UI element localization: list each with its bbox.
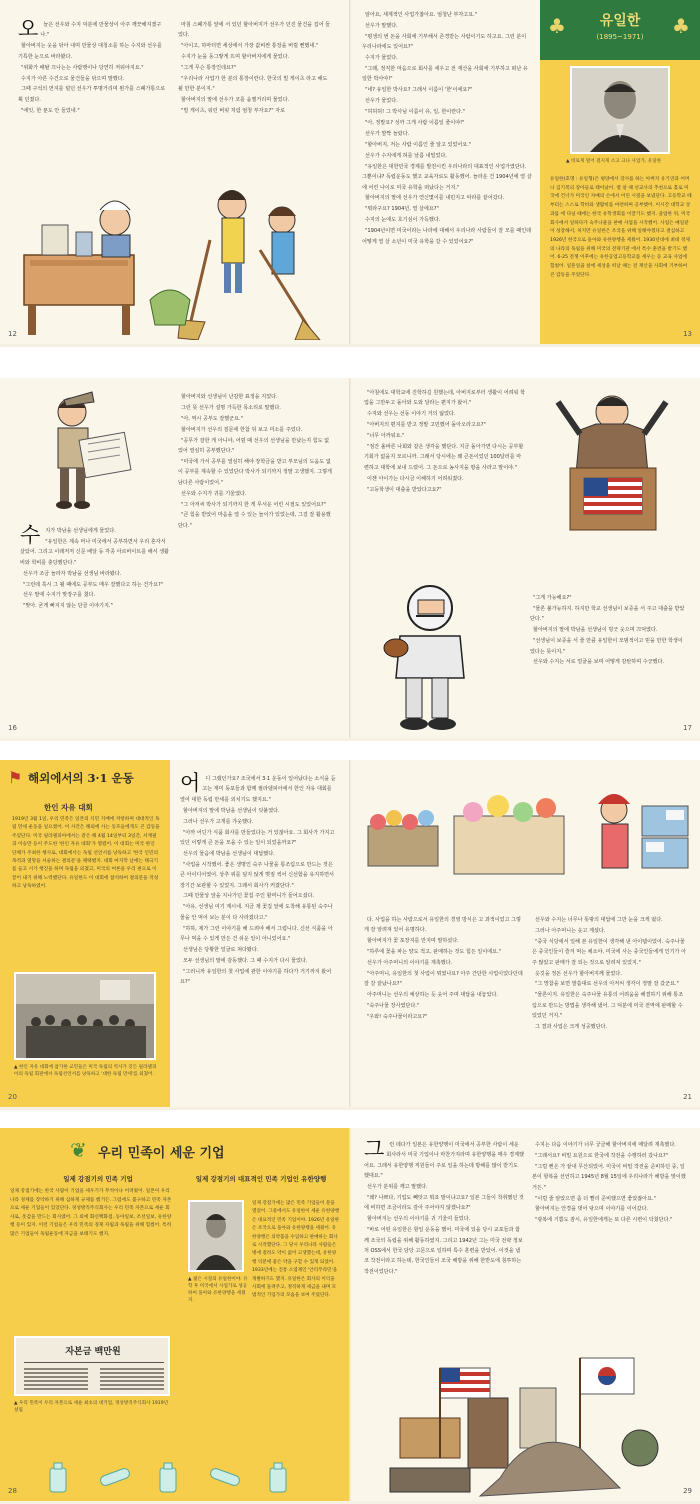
paragraph: 수지와 선우는 선동 이야기 거의 잃었다. [367,411,456,418]
student-newspaper-illustration [20,388,140,518]
paragraph: 런 데다가 일본은 유한양행이 미국에서 공부한 사람이 세운 회사라서 미국 기업이나 마찬가지라며 유한양행을 매우 경계했어요. 그래서 유한양행 직원들이 주로 일을 하는데 방해를 많이 받기도 했대요." [364,1142,524,1180]
paragraph: 선우와 수지가 귀를 기울였다. [181,490,247,497]
paragraph: 선우가 깜짝 놀랐다. [365,130,410,137]
paragraph: "우와! 숙주나물이라고요?" [367,1014,428,1021]
spread-pages-12-13 [0,0,700,347]
paragraph: "위화가 배탈 끄나는는 사람맹이나 당연히 저워야지요." [21,64,144,71]
paragraph: 다. 사업을 하는 사람으로서 유일한의 경영 방식은 고 과적이었고 그렇게 잘 알려져 있어 유명하다. [364,917,521,934]
shop-cleaning-illustration [20,150,340,340]
sidebar-title: 우리 민족이 세운 기업 [98,1146,225,1161]
text-column [18,17,168,117]
speech-podium-illustration [530,384,694,534]
spread-pages-28-29 [0,1128,700,1504]
paragraph: 할아버지가 선우의 질문에 한참 뒤 보고 미소를 주었다. [181,426,303,433]
paragraph: "물론 불가능하지. 하지만 학교 선생님이 보증을 서 주고 대출을 받았단다." [530,605,685,623]
gutter [349,378,351,738]
paragraph: "아유, 선생님 여기 계시네. 지금 제 꽃집 앞에 도착해 유통된 숙주나물을 안 먹어 보는 분이 다 사라졌다고." [180,904,333,921]
newspaper-ad [14,1336,170,1396]
page-number: 29 [683,1487,692,1495]
american-flag [584,478,642,514]
sidebar-text: 유일한(호명 : 유일형)은 평양에서 장사를 하는 아버지 유기연과 어머니 김기복의 장아들로 태어났어. 열 살 때 선교사의 추천으로 홀로 미국에 건너가 미국인 자매의 손에서 어린 시절을 보냈단다. 고등학교 때부터는 스스로 학비와 생활비를 마련하며 공부했어. 이시간 대학교 상과를 에 다닐 때에는 한국 유학생회를 이끌기도 했지. 졸업한 뒤, 미국 회사에서 일하다가 숙주나물을 판매 사업을 시작했어. 사업은 매일같이 성장해서, 처지만 유일한은 조국을 위해 일해야겠다고 결심하고 1926년 한국으로 돌아와 유한양행을 세웠어. 1930년대에 최대 정제의 나라의 독립을 위해 미국의 전략기관 에서 특수 훈련을 받기도 했어. 6·25 전쟁 이후에는 유한공업고등학교를 세우는 등 교육 사업에 힘썼어. 일흔일곱 살에 세상을 떠날 때는 전 재산을 사회에 기부하여 큰 감동을 주었단다. [550,177,692,278]
paragraph: "이럴 줄 알았으면 좀 더 빨리 준비했으면 좋았잖아요." [535,1195,656,1202]
paragraph: "아버지의 편지를 받고 정말 고민했어 돌아오라고요?" [367,422,486,429]
text-column [532,1140,688,1226]
paragraph: "숙주나물 장사였단다." [367,1003,420,1010]
flower-shop-illustration [358,766,694,912]
sidebar-title: 유일한 [599,13,641,29]
paragraph: 그러나 아주머니는 웃고 계셨다. [535,927,606,934]
paragraph: "뭐라구요? 1904년, 열 살에요?" [365,206,439,213]
paragraph: 수지가 아른 수건으로 물건들을 닦으며 말했다. [21,75,125,82]
paragraph: 할아버지의 말에 박남을 선생님이 덧붙였다. [183,807,280,814]
paragraph: "아, 역시 공부도 잘했군요." [181,415,243,422]
ad-text-block [100,1368,164,1392]
sidebar-text: 1919년 3월 1일, 우리 민족은 일본의 식민 지배에 저항하며 대대적인 독립 만세 운동을 일으켰어. 이 사건은 해외에 사는 동포들에게도 큰 감동을 주었단다. 미국 필라델피아에서는 같은 해 4월 14일부터 3일간, 서재필과 이승만 등이 주도한 '한인 자유 대회'가 열렸어. 이 대회는 미국 한인 단체가 주최한 행사로, 대회에서는 독립 선언서를 낭독하고 '한국 인민의 목적과 열망을 서술하는 결의문'을 채택했지. 대회 마지막 날에는 태극기를 들고 시가 행진을 하며 독립을 외쳤고, 미국의 여론을 우리 편으로 이끌어 내기 위해 노력했단다. 유일한도 이 대회에 참석하여 결의문을 작성하고 낭독하였어. [12,817,160,890]
paragraph: 선생님은 당황한 얼굴로 쳐다봤다. [183,947,259,953]
paragraph: 알아요, 세계적인 사업가잖아요. 엄청난 부자고요." [365,12,478,18]
sub2-text: 일제 강점기에는 많은 민족 기업들이 문을 열었어. 그중에서도 유일한이 세운 유한양행은 대표적인 민족 기업이야. 1926년 유일한은 조국으로 돌아와 유한양행을 세웠어. 유한양행은 의약품을 수입하고 판매하는 회사로 시작했단다. 그 당시 우리나라 사람들은 병에 걸려도 약이 없어 고생했는데, 유한양행 덕분에 좋은 약을 구할 수 있게 되었어. 1933년에는 진통 소염제인 '안티푸라민'을 개발하기도 했지. 유일한은 회사의 이익을 사회에 돌려주고, 정직하게 세금을 내며 모범적인 기업가의 모습을 보여 주었단다. [252,1201,340,1299]
paragraph: "그런데 혹시 그 될 때에도 공부도 매우 잘했다고 하는 건가요?" [23,581,164,588]
paragraph: 그런 뜻 선우가 설명 가득한 목소리로 말했다. [181,404,281,411]
paragraph: 선우가 아주머니의 이야기를 재촉했다. [367,960,453,967]
paragraph: "유일한은 계속 머나 미국에서 공부하면서 우리 혼자서 살았어. 그리고 이래저저 신문 배달 등 각종 아르바이트를 해서 생활비와 학비를 충당했단다." [20,538,170,566]
dropcap: 그 [364,1137,385,1161]
paragraph: "광복에 기쁨도 잠시, 유일한에게는 또 다른 시련이 닥쳤단다." [535,1217,673,1224]
sidebar-subtitle: 한인 자유 대회 [44,803,93,812]
paragraph: "그 망참을 보면 말씀대로 선우의 아저씨 생각이 정말 잘 갔군요." [535,981,679,988]
paragraph: 수지가 물었다. [365,55,398,62]
paragraph: "물론이지. 유일한은 숙주나물 유통의 어려움을 해결하기 위해 통조림으로 만드는 방법을 생각해 냈어. 그 덕분에 미국 전역에 판매할 수 있었던 거지." [532,992,684,1020]
paragraph: 그때 만물상 앞을 지나가던 꽃집 주인 할머니가 들어오셨다. [183,893,315,900]
tree-icon: ♣ [672,14,690,38]
paragraph: "맞아. 굳게 빠지지 않는 단골 이야기지." [23,603,113,610]
portrait-caption: ▲ 비로게 멀어 걸지게 소고 크나 사업가, 유일한 [566,159,662,164]
paragraph: 수지는 다음 이야기가 너무 궁금해 할아버지에 매달려 재촉했다. [535,1142,676,1148]
paragraph: 할아버지는 안경을 벗어 닦으며 이야기를 이어갔다. [535,1206,649,1213]
text-column [20,523,170,612]
text-column [364,915,524,1023]
page-13 [350,0,700,344]
page-20 [0,760,350,1107]
parade-scene [16,974,154,1058]
page-17 [350,378,700,738]
paragraph: 선우 말에 수지가 맞장구를 쳤다. [23,592,96,599]
dropcap: 수 [20,523,41,547]
page-28 [0,1128,350,1501]
paragraph: 선우가 물었다. [365,98,398,105]
paragraph: 늘은 선우와 수지 덕분에 만물상이 아주 깨끗해지겠구나." [40,22,162,39]
paragraph: 할아버지와 선생님이 난감한 표정을 지었다. [181,394,278,400]
paragraph: 할아버지의 말에 선우가 연신몇이를 내민지고 따라를 끝어갔다. [365,195,505,202]
text-column [178,20,332,117]
paragraph: "아이고, 하마터면 세상에서 가장 값비싼 통장을 버릴 뻔했네." [181,43,319,50]
paragraph: "공무가 잘한 게 아니야, 어릴 때 선우의 선생님을 만났는지 힘도 없었어 열심히 공부했단다." [178,437,330,455]
photo-caption: ▲ 한인 자유 대회에 참가한 교민들은 미국 독립의 역사가 깃든 필라델피아의 독립 회관에서 독립선언서를 낭독하고 '대한 독립 만세'를 외쳤어. [14,1065,157,1077]
text-column [178,392,332,532]
paragraph: 선우와 수지는 너무나 뜻밖의 대답에 그만 눈을 크게 떴다. [535,917,663,923]
tree-icon: ♣ [548,14,566,38]
paragraph: "미국에 가서 공부를 열심히 해야 장학금을 받고 부모님의 도움도 없이 공부를 계속할 수 있었단다 박사가 되기까지 정말 고생했지. 그렇게 남다른 사람이었어." [178,458,332,486]
paragraph: "아까 어딘가 식품 회사를 만들었다는 거 있잖아요. 그 회사가 가지고 있던 이렇게 큰 돈을 모을 수 있는 일이 되었을까요?" [180,829,335,846]
spread-pages-20-21 [0,760,700,1110]
page-29 [350,1128,700,1501]
paragraph: "그럴 뻔은 가 끝내 무산되었어. 미국이 비밀 작전을 준비하던 중, 일본이 항복을 선언하고 1945년 8월 15일에 우리나라가 해방을 맞이했거든." [532,1163,686,1191]
paragraph: "고등학생이 대출을 받았다고요?" [367,486,442,493]
sidebar-title: 해외에서의 3·1 운동 [28,771,134,785]
paragraph: "그게 가능해요?" [533,595,572,601]
page-number: 28 [8,1487,17,1495]
paragraph: "그 아저씨 박사가 되기까지 한 게 무서운 어린 시절도 있었어요?" [181,501,326,508]
page-number: 12 [8,330,17,338]
sprout-icon: ❦ [70,1138,87,1162]
ad-text-block [24,1368,88,1392]
paragraph: "아주머니, 유일한의 첫 사업이 뭐였나요? 아주 간단한 사업이었다던데 잘 갈 끝났나요?" [364,971,523,988]
paragraph: "할아버지, 저는 사람 이름인 줄 알고 있었어요." [365,141,472,148]
text-column [532,915,688,1033]
paragraph: 선우가 수지에게 혀를 날름 내밀었다. [365,152,447,159]
page-16 [0,378,350,738]
paragraph: 그러나 선우가 고개를 갸웃했다. [183,818,254,825]
paragraph: 마침 스폐가통 앞에 서 있던 할아버지가 선우가 던진 물건을 집어 들었다. [178,22,331,39]
paragraph: "네? 유일한 박사요? 그래서 이름이 '한'이에요?" [365,87,473,94]
antique-pile-illustration [380,1328,680,1498]
young-portrait-photo [188,1200,244,1272]
page-number: 20 [8,1093,17,1101]
korean-flag [580,1358,634,1394]
paragraph: 선우가 말했다. [365,22,398,29]
korean-flag-icon: ⚑ [8,768,23,787]
paragraph: 할아버지의 말에 선우가 코를 움찔거리며 물었다. [181,97,290,104]
young-portrait-figure [190,1202,242,1270]
paragraph: 지가 박남을 선생님에게 물었다. [45,528,116,534]
page-12 [0,0,350,344]
page-21 [350,760,700,1107]
paragraph: 디 그랬던가요? 조국에서 3·1 운동이 일어났다는 소식을 듣고는 재미 동포들과 함께 필라델피아에서 한인 자유 대회를 열어 대한 독립 만세를 외치기도 했지요." [180,776,336,803]
paragraph: 할아버지의 말에 박남을 선생님이 빙긋 웃으며 끄덕였다. [533,627,658,634]
paragraph: 선우가 분위를 깨고 말했다. [367,1184,428,1191]
gutter [349,760,351,1107]
paragraph: "너무 아까워요." [367,433,405,440]
page-number: 13 [683,330,692,338]
paragraph: 이젠 아이가는 다시금 이해하기 어려워졌다. [367,475,464,482]
spread-pages-16-17 [0,378,700,741]
paragraph: "아침에도 대학교에 진학하길 원했는데, 아버지로부터 생활이 어려워 학업을 그만두고 돌아와 도와 달라는 편지가 왔어." [364,390,525,407]
paragraph: "1904년이면 미국이라는 나라에 대해서 우리나라 사람들이 잘 모를 때인데 어떻게 열 살 소년이 미국 유학을 갈 수 있었어요?" [362,228,532,245]
text-column [530,593,686,668]
biography-sidebar [540,0,700,344]
paragraph: "큰 힘을 받았어 마음을 열 수 있는 놀이가 있었는데, 그걸 잘 활용했단다." [178,512,331,529]
paragraph: 아주머니는 선우의 예상하는 듯 웃어 주며 대답을 내놓았다. [367,992,499,999]
portrait-photo [570,66,670,154]
gutter [349,0,351,344]
paragraph: "그러니까 유일한의 첫 사업에 관한 이야기를 하다가 거기까지 왔어요?" [180,968,332,986]
sub1-text: 일제 강점기에는 한국 사람이 기업을 세우기가 무척이나 어려웠어. 일본이 우리나라 경제를 장악하기 위해 심하게 규제를 했거든. 그럼에도 불구하고 민족 자본으로 세운 기업들이 있었단다. 경성방직주식회사는 우리 민족 자본으로 세운 회사로, 옷감을 만드는 회사였어. 그 외에 화신백화점, 동아일보, 조선일보, 유한양행 등이 있지. 이런 기업들은 우리 민족의 경제 자립과 독립을 위해 힘썼어. 특히 많은 기업들이 독립운동에 자금을 보태기도 했지. [10,1189,172,1237]
sub1-title: 일제 강점기의 민족 기업 [63,1175,133,1183]
paragraph: 수지가 눈을 동그랗게 뜨며 할아버지에게 물었다. [181,54,290,61]
paragraph: "점잔 올바른 나회와 같은 생각을 했단다. 지금 돌아가면 다시는 공부할 기회가 없을지 모르니까. 그래서 당시에는 꽤 큰돈이었던 100달러를 마련하고 대학에 보내 드렸어. 그 돈으로 농사지을 땅을 사라고 말이야." [364,444,524,471]
sub2-title: 일제 강점기의 대표적인 민족 기업인 유한양행 [195,1175,327,1183]
parade-photo [14,972,156,1060]
text-column [364,1137,524,1278]
paragraph: 그 결과 사업은 크게 성공했단다. [535,1024,608,1031]
paragraph: "유일한은 대한민국 경제를 발전시킨 우리나라의 대표적인 사업가였단다. 그뿐이냐? 독립운동도 했고 교육자로도 활동했어. 놀라운 건 1904년에 열 살에 어린 나이로 미국 유학을 떠났다는 거지." [362,163,532,191]
football-player-illustration [372,578,492,736]
paragraph: 선우가 조금 놀라자 박남을 선생님 바라봤다. [23,570,122,577]
text-column [362,10,532,247]
text-column [364,388,526,496]
ad-divider [24,1362,164,1363]
paragraph: "하루에 꽃을 파는 양도 적고, 판매하는 것도 힘든 일이에요." [367,949,502,956]
paragraph: "그래서요? 비밀 요원으로 한국에 작전을 수행하러 갔나요?" [535,1152,668,1159]
paragraph: 수지의 눈에도 호기심이 가득했다. [365,217,441,224]
paragraph: "왜? 나쁘다, 기업도 빼앗고 뭐죠 말이냐고요? 일본 그들이 착취했던 것에 비하면 조금이라도 갚아 주어야지 않겠나요?" [364,1195,524,1212]
paragraph: "에잇, 한 푼도 안 들었네." [21,107,80,114]
history-sidebar [0,760,170,1107]
paragraph: 할아버지는 선우의 이야기를 귀 기울여 들었다. [367,1216,471,1223]
paragraph: "그래, 정직한 마음으로 회사를 세우고 전 재산을 사회에 기부하고 떠난 유일한 박사야!" [362,66,528,83]
paragraph: "평생의 번 돈을 사회에 기부해서 존경받는 사람이기도 하고요. 그런 분이 우리나라에도 있어요?" [362,33,527,51]
paragraph: "빌 게이츠, 워런 버핏 처럼 엄청 부자요?" 자로 [181,108,285,115]
american-flag [440,1368,490,1398]
ad-headline: 자본금 백만원 [65,1347,121,1357]
paragraph: "허허허! 그 박사님 이름이 유, 일, 한이란다." [365,109,466,116]
text-column [180,771,336,988]
paragraph: 할아버지는 웃을 닦아 내며 만물상 대청소를 하는 수지와 선우를 기특한 눈으로 바라봤다. [18,43,162,60]
medicine-bottles-decoration [40,1460,320,1496]
portrait-figure [572,68,668,152]
paragraph: 모두 선생님의 말에 감동했다. 그 때 수지가 다시 물었다. [183,957,308,964]
paragraph: 할아버지가 꽃 포장지를 만지며 말하셨다. [367,938,459,945]
enterprise-sidebar [0,1128,350,1501]
portrait-caption: ▲ 젊은 시절의 유일한이야. 유학 후 미국에서 사업가로 성공하여 돌아와 유한양행을 세웠지. [188,1277,248,1303]
gutter [349,1128,351,1501]
paragraph: 옷깃을 정돈 선우가 할아버지께 물었다. [535,970,622,977]
dropcap: 오 [18,17,39,41]
paragraph: 선우와 수지는 서로 얼굴을 보며 어떻게 감탄하며 수긍했다. [533,659,665,666]
paragraph: "바로 어떤 유일한은 항일 운동을 했어. 미국에 있을 당시 교포들과 함께 조국의 독립을 위해 활동하였지. 그리고 1942년 그는 미국 전략 정보처 OSS에서 한국 담당 고문으로 일하며 특수 훈련을 받았어. 이것을 냅코 작전이라고 하는데, 한국인들이 조국 해방을 위해 한반도에 침투하는 작전이었단다." [364,1227,523,1275]
paragraph: "중국 식당에서 일해 본 유일한이 생각해 낸 아이템이었어. 숙주나물은 중국인들이 즐겨 먹는 채소야. 미국에 사는 중국인들에게 인기가 아주 많았고 판매가 잘 되는 것으로 알려져 있었지." [532,938,686,966]
sidebar-years: (1895~1971) [596,33,644,41]
paragraph: "아, 정말요? 성까 그게 사람 이름일 줄이야!" [365,120,465,127]
paragraph: "사업을 시작했어. 좋은 생명인 숙주 나물을 통조림으로 만드는 것은 큰 아이디어였어. 상추 위를 덮지 않게 볏짚 씩어 신선함을 유지하면서 장기간 보관할 수 있었지. 그래서 회사가 커졌단다." [180,861,334,889]
ad-caption: ▲ 우리 민족이 우리 자본으로 세운 최초의 대기업, 경성방직주식회사 1919년 설립 [14,1401,169,1413]
paragraph: 선우의 물음에 박남을 선생님이 대답했다. [183,850,275,857]
paragraph: "하하, 제가 그런 이야기를 해 드려야 해서 그럽니다. 신선 식품을 아무나 먹을 수 있게 만든 건 쉬운 일이 아니었어요." [180,925,333,943]
page-number: 21 [683,1093,692,1101]
paragraph: "그게 무슨 통장인데요?" [181,65,236,72]
paragraph: "우리나라 사업가 한 분의 통장이란다. 한국의 빌 게이츠 라고 해도 될 만한 분이지." [178,76,328,93]
dropcap: 어 [180,771,201,795]
paragraph: 그때 구석의 먼지를 털던 선우가 투명거리며 뭔가를 스폐가통으로 휙 던졌다. [18,86,166,103]
paragraph: "선생님이 보증을 서 줄 만큼 유일한이 모범적이고 믿을 만한 학생이었다는 뜻이지." [530,638,683,655]
page-number: 17 [683,724,692,732]
page-number: 16 [8,724,17,732]
